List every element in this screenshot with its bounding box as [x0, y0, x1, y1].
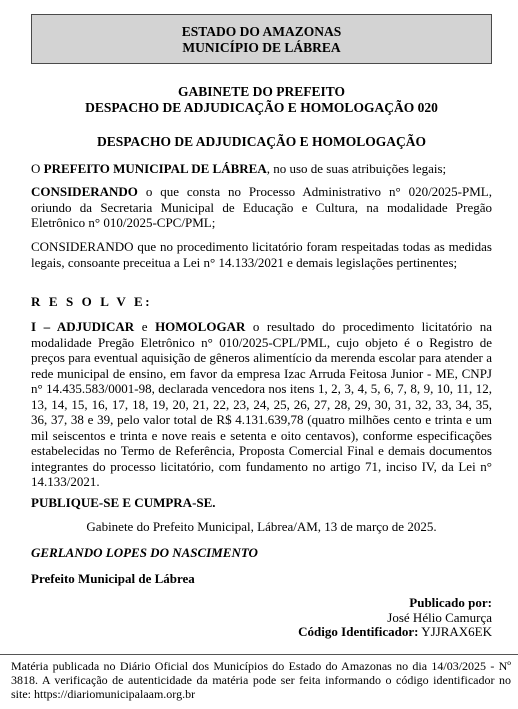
footer-box [0, 654, 518, 709]
adjudicar-bold: I – ADJUDICAR [31, 319, 135, 334]
document-title [31, 84, 492, 116]
considerando-bold: CONSIDERANDO [31, 184, 138, 199]
resolve-heading: R E S O L V E: [31, 294, 153, 309]
intro-bold: PREFEITO MUNICIPAL DE LÁBREA [43, 161, 267, 176]
publique-line: PUBLIQUE-SE E CUMPRA-SE. [31, 495, 216, 510]
identifier-label: Código Identificador: [298, 624, 419, 639]
identifier-line [200, 625, 492, 640]
dispatch-title: DESPACHO DE ADJUDICAÇÃO E HOMOLOGAÇÃO 020 [85, 100, 438, 115]
paragraph-considerando-2: CONSIDERANDO que no procedimento licitatório foram respeitadas todas as medidas legais, consoante preceitua a Lei n° 14.133/2021 e demais legislações pertinentes; [31, 239, 492, 270]
intro-prefix: O [31, 161, 44, 176]
homologar-bold: HOMOLOGAR [155, 319, 246, 334]
adjudicar-conj: e [134, 319, 156, 334]
state-name: ESTADO DO AMAZONAS [181, 24, 342, 39]
signer-name: GERLANDO LOPES DO NASCIMENTO [31, 545, 258, 560]
published-by-label: Publicado por: [409, 595, 492, 610]
municipality-name: MUNICÍPIO DE LÁBREA [182, 40, 341, 55]
office-title: GABINETE DO PREFEITO [177, 84, 346, 99]
state-header-box [31, 14, 492, 64]
footer-text: Matéria publicada no Diário Oficial dos Municípios do Estado do Amazonas no dia 14/03/2025 - Nº 3818. A verificação de autenticidade da matéria pode ser feita informando o código identificador no site: https://diariomunicipalaam.org.br [11, 659, 511, 701]
paragraph-intro [31, 161, 492, 177]
signer-role: Prefeito Municipal de Lábrea [31, 571, 195, 586]
publisher-name: José Hélio Camurça [387, 609, 492, 625]
paragraph-adjudicar [31, 319, 492, 490]
considerando-text: o que consta no Processo Administrativo n° 020/2025-PML, oriundo da Secretaria Municipal de Educação e Cultura, na modalidade Pregão Eletrônico n° 010/2025-CPC/PML; [31, 184, 492, 230]
intro-rest: , no uso de suas atribuições legais; [266, 161, 447, 176]
paragraph-considerando-1 [31, 184, 492, 231]
identifier-code: YJJRAX6EK [421, 624, 492, 639]
adjudicar-text: o resultado do procedimento licitatório na modalidade Pregão Eletrônico n° 010/2025-CPL/PML, cujo objeto é o Registro de preços para eventual aquisição de gêneros alimentício da merenda escolar para atender a rede municipal de ensino, em favor da empresa Izac Arruda Feitosa Junior - ME, CNPJ n° 14.435.583/0001-98, declarada vencedora nos itens 1, 2, 3, 4, 5, 6, 7, 8, 9, 10, 11, 12, 13, 14, 15, 16, 17, 18, 19, 20, 21, 22, 23, 24, 25, 26, 27, 28, 29, 30, 31, 32, 33, 34, 35, 36, 37, 38 e 39, pelo valor total de R$ 4.131.639,78 (quatro milhões cento e trinta e um mil seiscentos e trinta e nove reais e setenta e oito centavos), conforme especificações estabelecidas no Termo de Referência, Proposta Comercial Final e demais documentos integrantes do processo licitatório, com fundamento no artigo 71, inciso IV, da Lei n° 14.133/2021. [31, 319, 493, 489]
section-heading: DESPACHO DE ADJUDICAÇÃO E HOMOLOGAÇÃO [96, 134, 427, 149]
publication-info [200, 596, 492, 640]
place-date: Gabinete do Prefeito Municipal, Lábrea/AM, 13 de março de 2025. [86, 519, 437, 534]
